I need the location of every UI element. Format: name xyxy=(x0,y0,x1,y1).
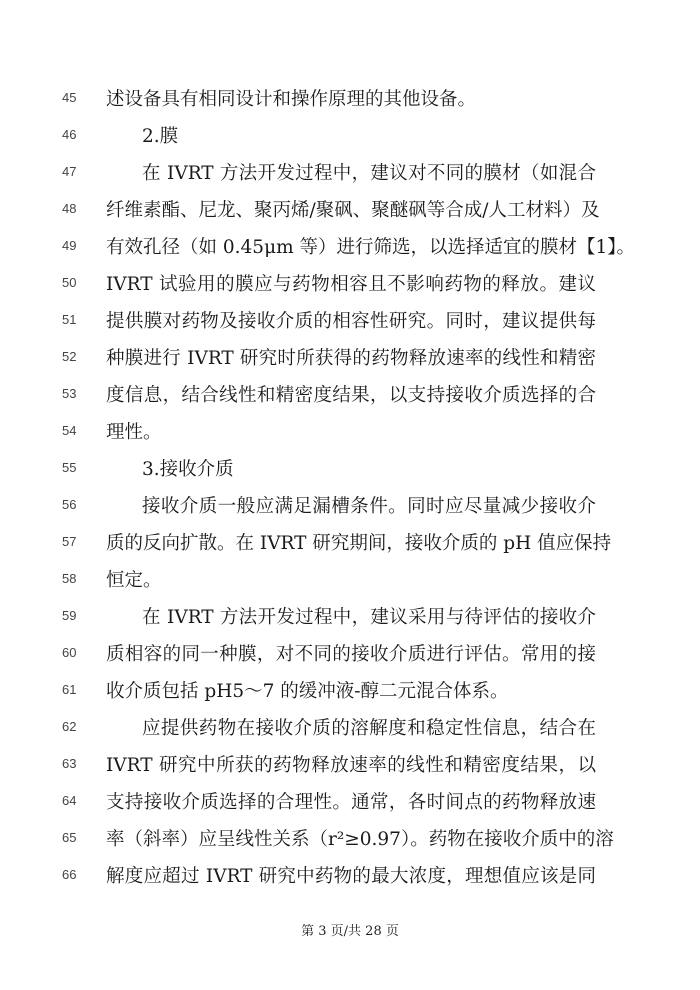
line-number: 59 xyxy=(62,608,77,623)
line-text: 有效孔径（如 0.45μm 等）进行筛选，以选择适宜的膜材【1】。 xyxy=(106,237,636,258)
line-number: 48 xyxy=(62,201,77,216)
line-text: 恒定。 xyxy=(106,570,162,591)
text-line xyxy=(0,602,700,638)
text-line xyxy=(0,417,700,453)
line-number: 62 xyxy=(62,719,77,734)
line-number: 60 xyxy=(62,645,77,660)
line-text: 理性。 xyxy=(106,422,162,443)
line-text: 种膜进行 IVRT 研究时所获得的药物释放速率的线性和精密 xyxy=(106,348,596,369)
text-line xyxy=(0,306,700,342)
line-number: 64 xyxy=(62,793,77,808)
text-line xyxy=(0,676,700,712)
line-text: 提供膜对药物及接收介质的相容性研究。同时，建议提供每 xyxy=(106,311,596,332)
line-number: 46 xyxy=(62,127,77,142)
text-line xyxy=(0,750,700,786)
text-line xyxy=(0,861,700,897)
line-number: 66 xyxy=(62,867,77,882)
text-line xyxy=(0,713,700,749)
line-text: 在 IVRT 方法开发过程中，建议采用与待评估的接收介 xyxy=(142,607,596,628)
text-line xyxy=(0,787,700,823)
text-line xyxy=(0,232,700,268)
section-heading: 3.接收介质 xyxy=(142,459,234,480)
text-line xyxy=(0,121,700,157)
line-number: 56 xyxy=(62,497,77,512)
page-footer: 第 3 页/共 28 页 xyxy=(301,924,399,939)
line-text: 支持接收介质选择的合理性。通常，各时间点的药物释放速 xyxy=(106,792,596,813)
text-line xyxy=(0,269,700,305)
section-heading: 2.膜 xyxy=(142,126,179,147)
text-line xyxy=(0,84,700,120)
text-line xyxy=(0,639,700,675)
text-line xyxy=(0,824,700,860)
line-number: 55 xyxy=(62,460,77,475)
line-text: IVRT 研究中所获的药物释放速率的线性和精密度结果，以 xyxy=(106,755,596,776)
text-line xyxy=(0,158,700,194)
line-text: 质的反向扩散。在 IVRT 研究期间，接收介质的 pH 值应保持 xyxy=(106,533,612,554)
line-number: 50 xyxy=(62,275,77,290)
line-number: 49 xyxy=(62,238,77,253)
line-number: 53 xyxy=(62,386,77,401)
line-text: IVRT 试验用的膜应与药物相容且不影响药物的释放。建议 xyxy=(106,274,596,295)
line-number: 57 xyxy=(62,534,77,549)
text-line xyxy=(0,454,700,490)
line-number: 47 xyxy=(62,164,77,179)
line-text: 纤维素酯、尼龙、聚丙烯/聚砜、聚醚砜等合成/人工材料）及 xyxy=(106,200,600,221)
line-text: 质相容的同一种膜，对不同的接收介质进行评估。常用的接 xyxy=(106,644,596,665)
line-text: 度信息，结合线性和精密度结果，以支持接收介质选择的合 xyxy=(106,385,596,406)
line-text: 解度应超过 IVRT 研究中药物的最大浓度，理想值应该是同 xyxy=(106,866,596,887)
line-text: 应提供药物在接收介质的溶解度和稳定性信息，结合在 xyxy=(142,718,596,739)
line-number: 65 xyxy=(62,830,77,845)
line-text: 接收介质一般应满足漏槽条件。同时应尽量减少接收介 xyxy=(142,496,596,517)
line-number: 63 xyxy=(62,756,77,771)
text-line xyxy=(0,491,700,527)
line-number: 61 xyxy=(62,682,77,697)
line-number: 54 xyxy=(62,423,77,438)
text-line xyxy=(0,528,700,564)
text-line xyxy=(0,565,700,601)
line-number: 45 xyxy=(62,90,77,105)
line-number: 58 xyxy=(62,571,77,586)
line-text: 述设备具有相同设计和操作原理的其他设备。 xyxy=(106,89,477,110)
line-text: 收介质包括 pH5～7 的缓冲液-醇二元混合体系。 xyxy=(106,681,509,702)
line-text: 率（斜率）应呈线性关系（r²≥0.97）。药物在接收介质中的溶 xyxy=(106,829,614,850)
line-number: 52 xyxy=(62,349,77,364)
text-line xyxy=(0,195,700,231)
line-number: 51 xyxy=(62,312,77,327)
text-line xyxy=(0,380,700,416)
line-text: 在 IVRT 方法开发过程中，建议对不同的膜材（如混合 xyxy=(142,163,596,184)
text-line xyxy=(0,343,700,379)
